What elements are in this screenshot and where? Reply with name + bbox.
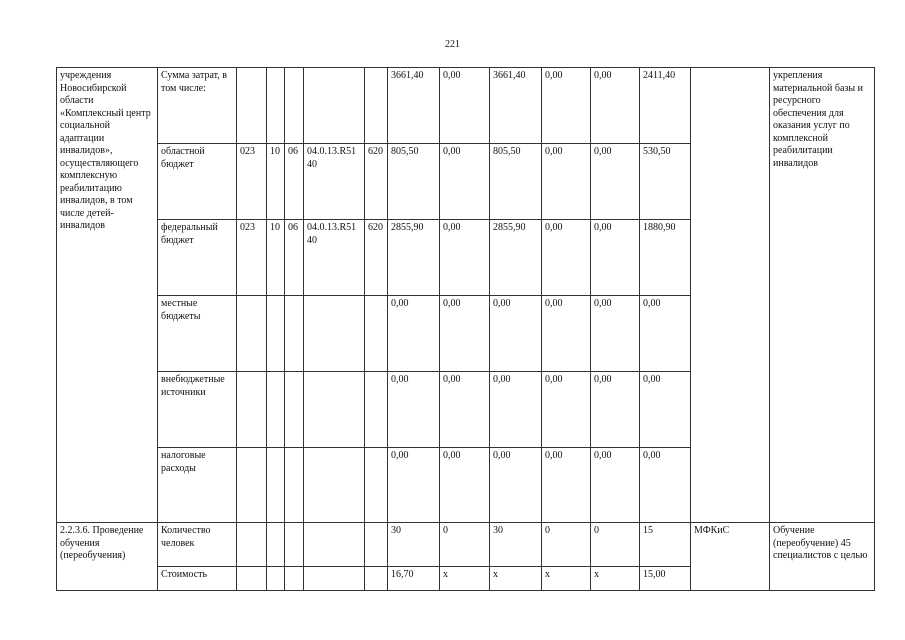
value-cell: 3661,40 xyxy=(490,68,542,144)
value-cell: 2855,90 xyxy=(388,220,440,296)
value-cell: 805,50 xyxy=(490,144,542,220)
value-cell: х xyxy=(591,567,640,591)
grbs-cell: 023 xyxy=(237,144,267,220)
vr-cell xyxy=(365,372,388,448)
csr-cell xyxy=(304,567,365,591)
csr-cell xyxy=(304,372,365,448)
row-label: внебюджетные источники xyxy=(158,372,237,448)
value-cell: 0,00 xyxy=(542,68,591,144)
value-cell: 0,00 xyxy=(440,372,490,448)
value-cell: 0,00 xyxy=(440,144,490,220)
pr-cell: 06 xyxy=(285,144,304,220)
row-label: Стоимость xyxy=(158,567,237,591)
vr-cell xyxy=(365,296,388,372)
table-row xyxy=(57,68,875,144)
vr-cell: 620 xyxy=(365,220,388,296)
vr-cell xyxy=(365,448,388,523)
value-cell: 0,00 xyxy=(591,68,640,144)
grbs-cell xyxy=(237,567,267,591)
value-cell: 0,00 xyxy=(388,448,440,523)
measure-name-cell: 2.2.3.6. Проведение обучения (переобучения) xyxy=(57,523,158,591)
value-cell: 0,00 xyxy=(591,220,640,296)
rz-cell xyxy=(267,523,285,567)
value-cell: 530,50 xyxy=(640,144,691,220)
vr-cell: 620 xyxy=(365,144,388,220)
grbs-cell xyxy=(237,296,267,372)
measure-name-cell: учреждения Новосибирской области «Комплексный центр социальной адаптации инвалидов», осуществляющего комплексную реабилитацию инвалидов, в том числе детей-инвалидов xyxy=(57,68,158,523)
value-cell: 805,50 xyxy=(388,144,440,220)
vr-cell xyxy=(365,68,388,144)
pr-cell xyxy=(285,523,304,567)
value-cell: 1880,90 xyxy=(640,220,691,296)
value-cell: 0,00 xyxy=(542,296,591,372)
value-cell: 0,00 xyxy=(388,296,440,372)
value-cell: 0,00 xyxy=(640,448,691,523)
pr-cell xyxy=(285,296,304,372)
row-label: Сумма затрат, в том числе: xyxy=(158,68,237,144)
value-cell: 0,00 xyxy=(640,296,691,372)
value-cell: 0 xyxy=(542,523,591,567)
value-cell: 0,00 xyxy=(542,220,591,296)
rz-cell xyxy=(267,448,285,523)
grbs-cell xyxy=(237,448,267,523)
rz-cell xyxy=(267,567,285,591)
row-label: налоговые расходы xyxy=(158,448,237,523)
value-cell: 0,00 xyxy=(440,448,490,523)
value-cell: х xyxy=(440,567,490,591)
csr-cell: 04.0.13.R5140 xyxy=(304,220,365,296)
value-cell: 15,00 xyxy=(640,567,691,591)
value-cell: х xyxy=(490,567,542,591)
executor-cell xyxy=(691,68,770,523)
value-cell: 16,70 xyxy=(388,567,440,591)
rz-cell xyxy=(267,68,285,144)
table-row xyxy=(57,523,875,567)
pr-cell xyxy=(285,448,304,523)
vr-cell xyxy=(365,567,388,591)
result-cell: укрепления материальной базы и ресурсного обеспечения для оказания услуг по комплексной реабилитации инвалидов xyxy=(770,68,875,523)
pr-cell xyxy=(285,68,304,144)
grbs-cell xyxy=(237,68,267,144)
value-cell: 0,00 xyxy=(542,448,591,523)
value-cell: 0,00 xyxy=(490,296,542,372)
value-cell: 0,00 xyxy=(591,448,640,523)
grbs-cell: 023 xyxy=(237,220,267,296)
value-cell: 0,00 xyxy=(490,448,542,523)
row-label: Количество человек xyxy=(158,523,237,567)
rz-cell: 10 xyxy=(267,144,285,220)
value-cell: 0,00 xyxy=(490,372,542,448)
result-cell: Обучение (переобучение) 45 специалистов с целью xyxy=(770,523,875,591)
pr-cell xyxy=(285,567,304,591)
value-cell: 0,00 xyxy=(640,372,691,448)
csr-cell: 04.0.13.R5140 xyxy=(304,144,365,220)
value-cell: 0,00 xyxy=(440,220,490,296)
value-cell: 2411,40 xyxy=(640,68,691,144)
grbs-cell xyxy=(237,523,267,567)
rz-cell: 10 xyxy=(267,220,285,296)
value-cell: 15 xyxy=(640,523,691,567)
csr-cell xyxy=(304,523,365,567)
value-cell: 0,00 xyxy=(440,296,490,372)
rz-cell xyxy=(267,296,285,372)
grbs-cell xyxy=(237,372,267,448)
value-cell: 0,00 xyxy=(388,372,440,448)
value-cell: 0,00 xyxy=(542,144,591,220)
value-cell: 2855,90 xyxy=(490,220,542,296)
csr-cell xyxy=(304,296,365,372)
value-cell: 0,00 xyxy=(542,372,591,448)
page-number: 221 xyxy=(445,39,460,50)
value-cell: 0 xyxy=(591,523,640,567)
row-label: областной бюджет xyxy=(158,144,237,220)
value-cell: 3661,40 xyxy=(388,68,440,144)
executor-cell: МФКиС xyxy=(691,523,770,591)
csr-cell xyxy=(304,68,365,144)
value-cell: 30 xyxy=(388,523,440,567)
value-cell: 0,00 xyxy=(591,296,640,372)
row-label: местные бюджеты xyxy=(158,296,237,372)
value-cell: х xyxy=(542,567,591,591)
csr-cell xyxy=(304,448,365,523)
pr-cell xyxy=(285,372,304,448)
rz-cell xyxy=(267,372,285,448)
value-cell: 0,00 xyxy=(440,68,490,144)
budget-table xyxy=(56,67,875,591)
row-label: федеральный бюджет xyxy=(158,220,237,296)
value-cell: 30 xyxy=(490,523,542,567)
value-cell: 0 xyxy=(440,523,490,567)
pr-cell: 06 xyxy=(285,220,304,296)
value-cell: 0,00 xyxy=(591,372,640,448)
value-cell: 0,00 xyxy=(591,144,640,220)
vr-cell xyxy=(365,523,388,567)
